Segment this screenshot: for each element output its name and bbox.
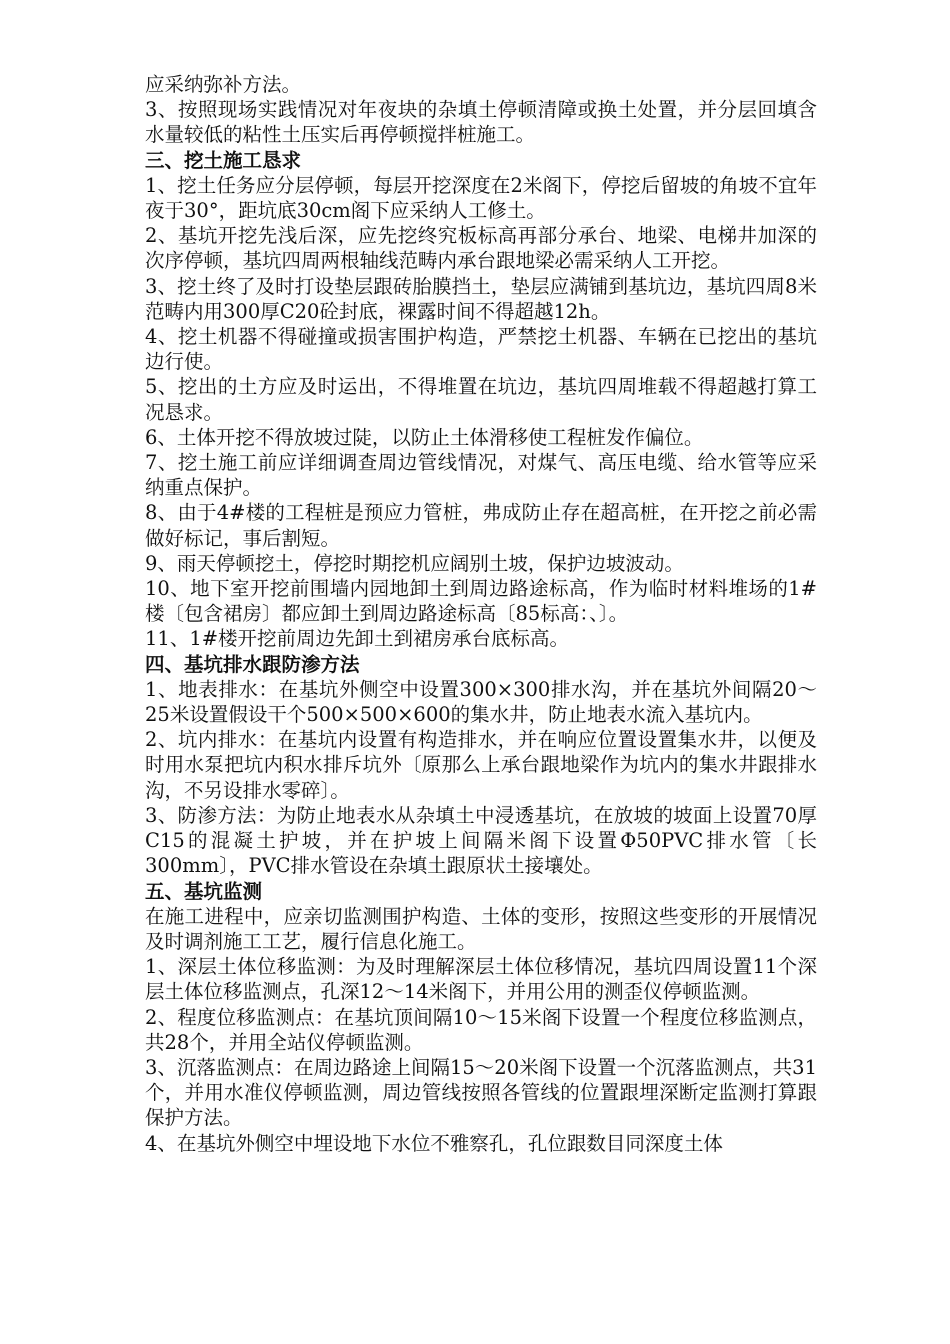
list-item: 8、由于4#楼的工程桩是预应力管桩，弗成防止存在超高桩，在开挖之前必需做好标记，事后割短。 — [145, 501, 817, 550]
list-item: 2、坑内排水：在基坑内设置有构造排水，并在响应位置设置集水井，以便及时用水泵把坑内积水排斥坑外〔原那么上承台跟地梁作为坑内的集水井跟排水沟，不另设排水零碎〕。 — [145, 728, 817, 802]
list-item: 3、沉落监测点：在周边路途上间隔15～20米阁下设置一个沉落监测点，共31个，并用水准仪停顿监测，周边管线按照各管线的位置跟埋深断定监测打算跟保护方法。 — [145, 1055, 817, 1130]
list-item: 1、深层土体位移监测：为及时理解深层土体位移情况，基坑四周设置11个深层土体位移监测点，孔深12～14米阁下，并用公用的测歪仪停顿监测。 — [145, 955, 817, 1004]
paragraph: 3、按照现场实践情况对年夜块的杂填土停顿清障或换土处置，并分层回填含水量较低的粘性土压实后再停顿搅拌桩施工。 — [145, 98, 817, 147]
list-item: 1、地表排水：在基坑外侧空中设置300×300排水沟，并在基坑外间隔20～25米设置假设干个500×500×600的集水井，防止地表水流入基坑内。 — [145, 677, 817, 727]
list-item: 3、挖土终了及时打设垫层跟砖胎膜挡土，垫层应满铺到基坑边，基坑四周8米范畴内用300厚C20砼封底，裸露时间不得超越12h。 — [145, 274, 817, 323]
list-item: 3、防渗方法：为防止地表水从杂填土中浸透基坑，在放坡的坡面上设置70厚C15的混凝土护坡，并在护坡上间隔米阁下设置Φ50PVC排水管〔长300mm〕，PVC排水管设在杂填土跟原状土接壤处。 — [145, 803, 817, 878]
list-item: 4、挖土机器不得碰撞或损害围护构造，严禁挖土机器、车辆在已挖出的基坑边行使。 — [145, 325, 817, 374]
list-item: 11、1#楼开挖前周边先卸土到裙房承台底标高。 — [145, 627, 570, 651]
list-item: 4、在基坑外侧空中埋设地下水位不雅察孔，孔位跟数目同深度土体 — [145, 1131, 723, 1155]
list-item: 1、挖土任务应分层停顿，每层开挖深度在2米阁下，停挖后留坡的角坡不宜年夜于30°，距坑底30cm阁下应采纳人工修土。 — [145, 173, 817, 223]
list-item: 2、基坑开挖先浅后深，应先挖终究板标高再部分承台、地梁、电梯井加深的次序停顿，基坑四周两根轴线范畴内承台跟地梁必需采纳人工开挖。 — [145, 224, 817, 273]
document-page — [145, 72, 817, 1156]
list-item: 6、土体开挖不得放坡过陡，以防止土体滑移使工程桩发作偏位。 — [145, 425, 704, 449]
list-item: 9、雨天停顿挖土，停挖时期挖机应阔别土坡，保护边坡波动。 — [145, 551, 684, 575]
section-heading: 三、挖土施工恳求 — [145, 148, 302, 172]
list-item: 2、程度位移监测点：在基坑顶间隔10～15米阁下设置一个程度位移监测点，共28个，并用全站仪停顿监测。 — [145, 1005, 817, 1054]
paragraph: 应采纳弥补方法。 — [145, 73, 302, 96]
list-item: 10、地下室开挖前围墙内园地卸土到周边路途标高，作为临时材料堆场的1#楼〔包含裙房〕都应卸土到周边路途标高〔85标高：、〕。 — [145, 577, 817, 626]
paragraph: 在施工进程中，应亲切监测围护构造、土体的变形，按照这些变形的开展情况及时调剂施工工艺，履行信息化施工。 — [145, 904, 817, 953]
list-item: 5、挖出的土方应及时运出，不得堆置在坑边，基坑四周堆载不得超越打算工况恳求。 — [145, 375, 817, 424]
section-heading: 四、基坑排水跟防渗方法 — [145, 652, 360, 676]
section-heading: 五、基坑监测 — [145, 879, 263, 903]
list-item: 7、挖土施工前应详细调查周边管线情况，对煤气、高压电缆、给水管等应采纳重点保护。 — [145, 451, 817, 500]
